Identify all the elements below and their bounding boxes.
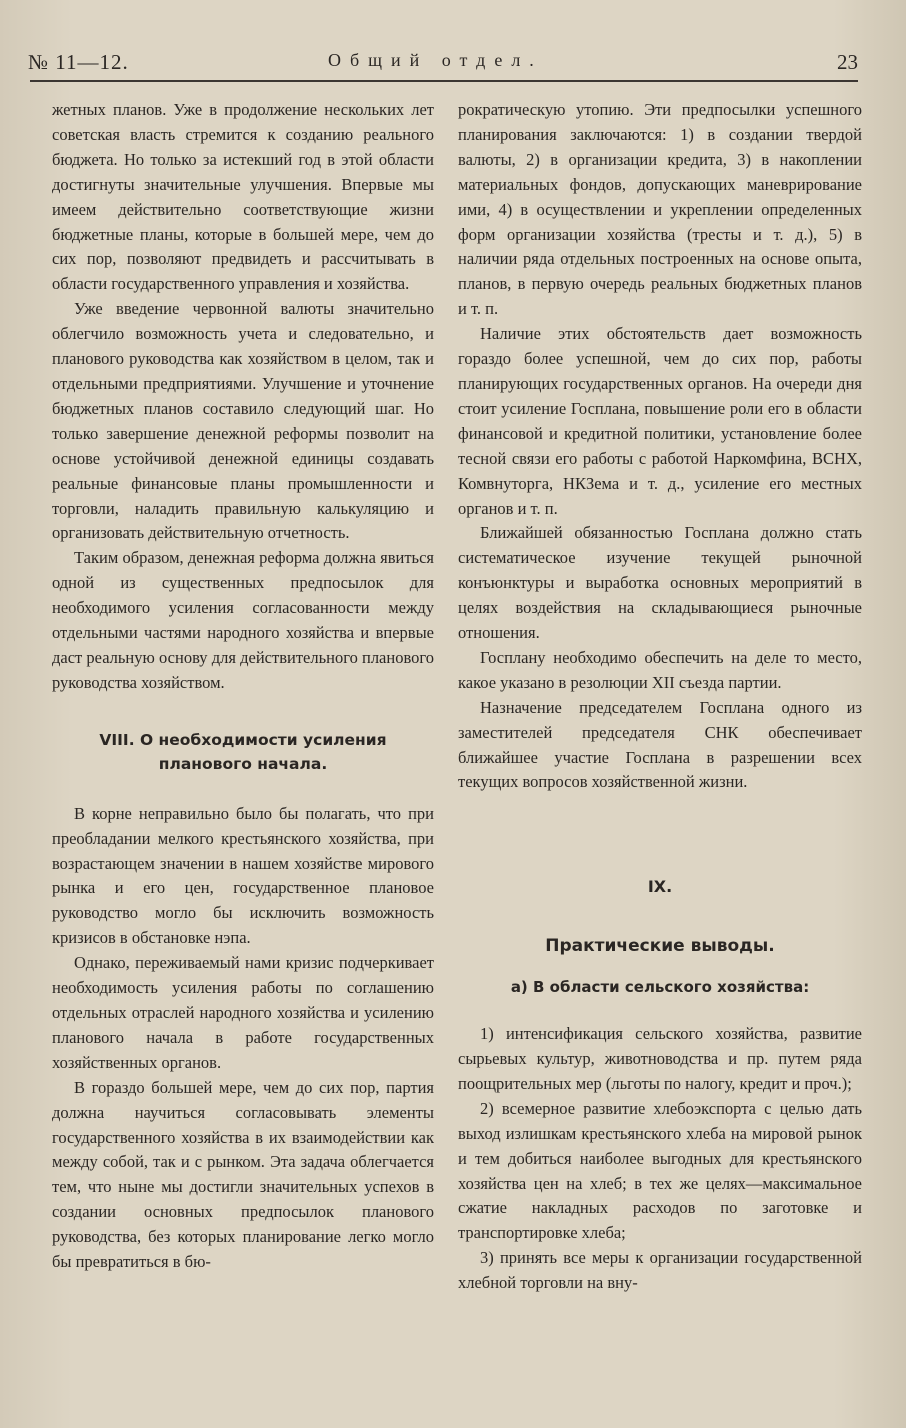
header-rule <box>30 80 858 82</box>
paragraph: Назначение председателем Госплана одного из заместителей председателя СНК обеспечивает ближайшее участие Госплана в разрешении всех текущих вопросов хозяйственной жизни. <box>458 697 862 792</box>
paragraph: В гораздо большей мере, чем до сих пор, партия должна научиться согласовывать элементы государственного хозяйства в их взаимодействии как между собой, так и с рынком. Эта задача облегчается тем, что ныне мы достигли значительных успехов в создании основных предпосылок планового руководства, без которых планирование легко могло бы превратиться в бю- <box>52 1077 434 1272</box>
section-heading: VIII. О необходимости усиления планового начала. <box>99 730 387 773</box>
right-column <box>458 98 862 1296</box>
page-number: 23 <box>837 50 858 74</box>
list-item: 2) всемерное развитие хлебоэкспорта с целью дать выход излишкам крестьянского хлеба на мировой рынок и тем добиться наиболее выгодных для крестьянского хозяйства цен на хлеб; в тех же целях—максимальное сжатие накладных расходов по заготовке и транспортировке хлеба; <box>458 1098 862 1243</box>
paragraph: Однако, переживаемый нами кризис подчеркивает необходимость усиления работы по соглашению отдельных отраслей народного хозяйства и усилению планового начала в работе государственных хозяйственных органов. <box>52 953 434 1072</box>
paragraph: жетных планов. Уже в продолжение нескольких лет советская власть стремится к созданию реального бюджета. Но только за истекший год в этой области достигнуты значительные улучшения. Впервые мы имеем действительно соответствующие жизни бюджетные планы, которые в большей мере, чем до сих пор, позволяют предвидеть и рассчитывать в области государственного управления и хозяйства. <box>52 100 434 294</box>
list-item: 1) интенсификация сельского хозяйства, развитие сырьевых культур, животноводства и пр. путем ряда поощрительных мер (льготы по налогу, кредит и проч.); <box>458 1024 862 1093</box>
subsection-heading: а) В области сельского хозяйства: <box>510 978 810 997</box>
paragraph: Наличие этих обстоятельств дает возможность гораздо более успешной, чем до сих пор, работы планирующих государственных органов. На очереди дня стоит усиление Госплана, повышение роли его в области финансовой и кредитной политики, установление более тесной связи его работы с работой Наркомфина, ВСНХ, Комвнуторга, НКЗема и т. д., усиление его местных органов и т. п. <box>458 324 862 518</box>
chapter-title: Практические выводы. <box>545 936 775 957</box>
paragraph: Уже введение червонной валюты значительно облегчило возможность учета и следовательно, и планового руководства как хозяйством в целом, так и отдельными предприятиями. Улучшение и уточнение бюджетных планов составило следующий шаг. Но только завершение денежной реформы позволит на основе устойчивой денежной единицы создавать реальные финансовые планы промышленности и торговли, наладить правильную калькуляцию и организовать действительную отчетность. <box>52 299 434 543</box>
list-item: 3) принять все меры к организации государственной хлебной торговли на вну- <box>458 1248 862 1293</box>
paragraph: рократическую утопию. Эти предпосылки успешного планирования заключаются: 1) в создании твердой валюты, 2) в организации кредита, 3) в накоплении материальных фондов, допускающих маневрирование ими, 4) в осуществлении и укреплении определенных форм организации хозяйства (тресты и т. д.), 5) в наличии ряда отдельных построенных на основе опыта, планов, в первую очередь реальных бюджетных планов и т. п. <box>458 100 862 319</box>
paragraph: Ближайшей обязанностью Госплана должно стать систематическое изучение текущей рыночной конъюнктуры и выработка основных мероприятий в целях воздействия на складывающиеся рыночные отношения. <box>458 523 862 643</box>
chapter-number: IX. <box>647 877 673 897</box>
left-column <box>52 98 434 1275</box>
paragraph: Госплану необходимо обеспечить на деле то место, какое указано в резолюции XII съезда партии. <box>458 647 862 692</box>
paragraph: В корне неправильно было бы полагать, что при преобладании мелкого крестьянского хозяйства, при возрастающем значении в нашем хозяйстве мирового рынка и его цен, государственное плановое руководство могло бы исключить возможность кризисов в обстановке нэпа. <box>52 803 434 948</box>
issue-number: № 11—12. <box>28 50 129 74</box>
section-name: Общий отдел. <box>328 50 543 70</box>
running-header <box>28 48 858 82</box>
paragraph: Таким образом, денежная реформа должна явиться одной из существенных предпосылок для необходимого усиления согласованности между отдельными частями народного хозяйства и впервые даст реальную основу для действительного планового руководства хозяйством. <box>52 548 434 692</box>
